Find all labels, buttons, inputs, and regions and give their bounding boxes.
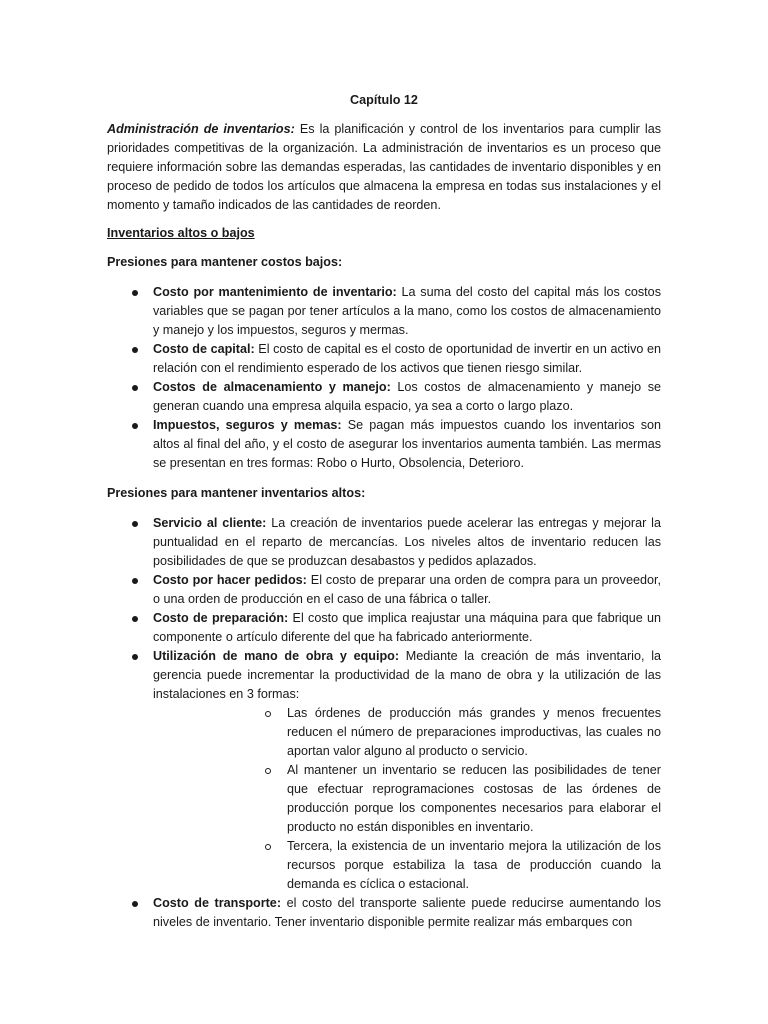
chapter-title: Capítulo 12 [350, 93, 418, 107]
list-item [107, 378, 661, 416]
intro-text: Es la planificación y control de los inventarios para cumplir las prioridades competitivas de la organización. La administración de inventarios es un proceso que requiere información sobre las demandas esperadas, las cantidades de inventario disponibles y en proceso de pedido de todos los artículos que almacena la empresa en todas sus instalaciones y el momento y tamaño indicados de las cantidades de reorden. [107, 122, 662, 212]
low-costs-heading: Presiones para mantener costos bajos: [107, 255, 343, 269]
item-term: Costo de transporte: [153, 896, 282, 910]
bullet-icon [132, 616, 138, 622]
circle-bullet-icon [265, 844, 271, 850]
item-term: Costos de almacenamiento y manejo: [153, 380, 391, 394]
list-item [107, 571, 661, 609]
sub-item-text: Al mantener un inventario se reducen las posibilidades de tener que efectuar reprogramaciones costosas de las órdenes de producción porque los componentes necesarios para elaborar el producto no están disponibles en inventario. [287, 763, 661, 834]
circle-bullet-icon [265, 768, 271, 774]
item-text: El costo de preparar una orden de compra para un proveedor, o una orden de producción en el caso de una fábrica o taller. [153, 573, 661, 606]
list-item [107, 340, 661, 378]
list-item [107, 894, 661, 932]
item-term: Costo de preparación: [153, 611, 289, 625]
item-text: La creación de inventarios puede acelerar las entregas y mejorar la puntualidad en el reparto de mercancías. Los niveles altos de inventario reducen las posibilidades de que se produzcan desabastos y pedidos aplazados. [153, 516, 661, 568]
item-text: El costo de capital es el costo de oportunidad de invertir en un activo en relación con el rendimiento esperado de los activos que tienen riesgo similar. [153, 342, 661, 375]
item-text: El costo que implica reajustar una máquina para que fabrique un componente o artículo diferente del que ha fabricado anteriormente. [153, 611, 662, 644]
sub-list-item [153, 704, 661, 761]
item-term: Costo por hacer pedidos: [153, 573, 307, 587]
intro-term: Administración de inventarios: [107, 122, 295, 136]
bullet-icon [132, 521, 138, 527]
bullet-icon [132, 654, 138, 660]
bullet-icon [132, 578, 138, 584]
item-term: Servicio al cliente: [153, 516, 267, 530]
list-item [107, 609, 661, 647]
item-text: Se pagan más impuestos cuando los inventarios son altos al final del año, y el costo de asegurar los inventarios aumenta también. Las mermas se presentan en tres formas: Robo o Hurto, Obsolencia, Deterioro. [153, 418, 662, 470]
item-term: Impuestos, seguros y memas: [153, 418, 342, 432]
sub-list [153, 704, 661, 894]
list-item [107, 514, 661, 571]
high-inventory-heading: Presiones para mantener inventarios altos: [107, 486, 366, 500]
sub-item-text: Las órdenes de producción más grandes y menos frecuentes reducen el número de preparaciones improductivas, las cuales no aportan valor alguno al producto o servicio. [287, 706, 661, 758]
document-page [107, 91, 661, 943]
list-item [107, 647, 661, 894]
intro-paragraph [107, 120, 661, 215]
bullet-icon [132, 385, 138, 391]
low-costs-list [107, 283, 661, 473]
list-item [107, 283, 661, 340]
item-text: Los costos de almacenamiento y manejo se generan cuando una empresa alquila espacio, ya sea a corto o largo plazo. [153, 380, 661, 413]
list-item [107, 416, 661, 473]
bullet-icon [132, 290, 138, 296]
sub-item-text: Tercera, la existencia de un inventario mejora la utilización de los recursos porque estabiliza la tasa de producción cuando la demanda es cíclica o estacional. [287, 839, 661, 891]
sub-list-item [153, 837, 661, 894]
high-inventory-list [107, 514, 661, 932]
section-heading: Inventarios altos o bajos [107, 226, 255, 240]
item-text: el costo del transporte saliente puede reducirse aumentando los niveles de inventario. Tener inventario disponible permite realizar más embarques con [153, 896, 661, 929]
item-term: Costo de capital: [153, 342, 255, 356]
item-text: Mediante la creación de más inventario, la gerencia puede incrementar la productividad de la mano de obra y la utilización de las instalaciones en 3 formas: [153, 649, 661, 701]
item-text: La suma del costo del capital más los costos variables que se pagan por tener artículos a la mano, como los costos de almacenamiento y manejo y los impuestos, seguros y mermas. [153, 285, 661, 337]
circle-bullet-icon [265, 711, 271, 717]
sub-list-item [153, 761, 661, 837]
item-term: Costo por mantenimiento de inventario: [153, 285, 397, 299]
bullet-icon [132, 901, 138, 907]
item-term: Utilización de mano de obra y equipo: [153, 649, 400, 663]
bullet-icon [132, 347, 138, 353]
bullet-icon [132, 423, 138, 429]
